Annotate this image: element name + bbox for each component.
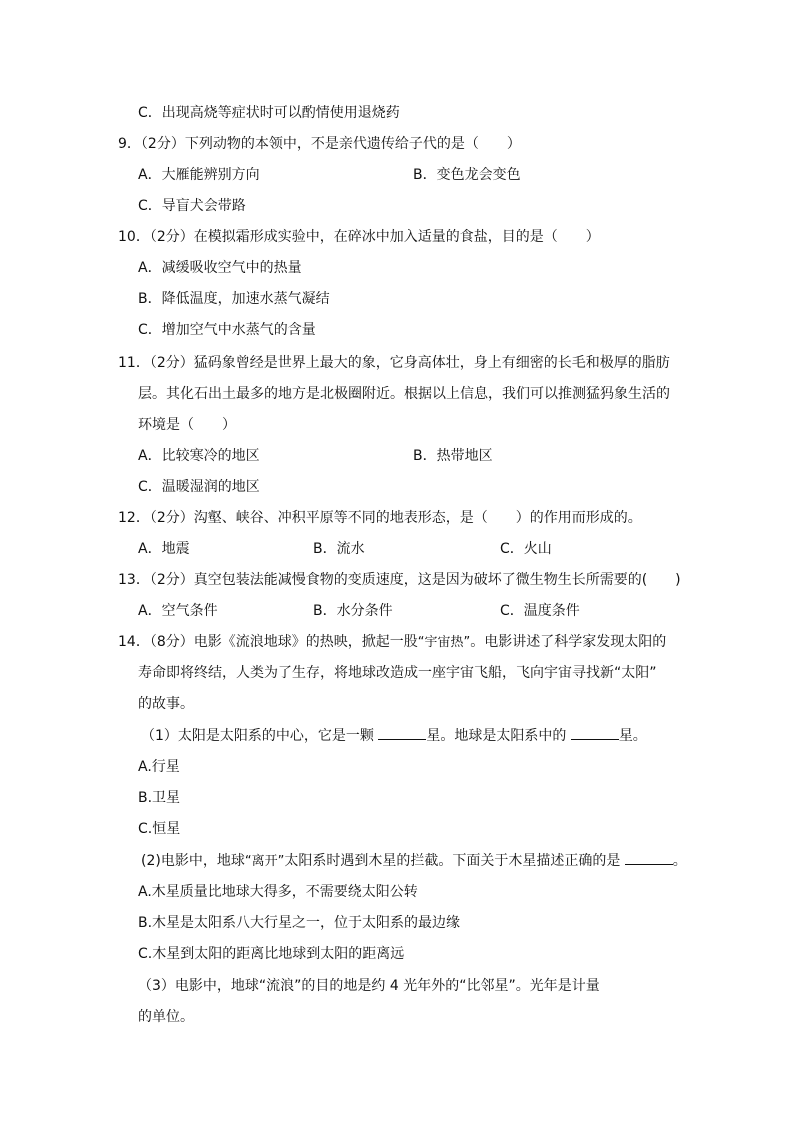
q12-option-b: B．流水: [313, 541, 365, 557]
q14-quoted-term: “宇宙热”: [417, 635, 471, 650]
q9-option-a: A．大雁能辨别方向: [138, 167, 260, 183]
q14-stem-line1-start: 14．（8分）电影《流浪地球》的热映，掀起一股: [118, 634, 418, 650]
q14-sub1-option-b: B.卫星: [138, 790, 181, 806]
q8-option-c: C．出现高烧等症状时可以酌情使用退烧药: [138, 105, 400, 121]
q14-sub3-line2: 的单位。: [138, 1009, 194, 1025]
q14-sub2-stem-mid: 太阳系时遇到木星的拦截。下面关于木星描述正确的是: [284, 853, 621, 869]
q10-option-c: C．增加空气中水蒸气的含量: [138, 322, 316, 338]
q14-stem-line1: [118, 633, 666, 652]
q13-option-a: A．空气条件: [138, 603, 218, 619]
q9-option-b: B．变色龙会变色: [413, 167, 521, 183]
q14-stem-line3: 的故事。: [138, 696, 194, 712]
q14-sub2-stem-start: (2)电影中，地球: [141, 853, 245, 869]
q11-stem-line2: 层。其化石出土最多的地方是北极圈附近。根据以上信息，我们可以推测猛犸象生活的: [138, 386, 670, 402]
q14-sub2-quoted-term: “离开”: [244, 854, 285, 869]
q10-option-a: A．减缓吸收空气中的热量: [138, 260, 302, 276]
q14-sub1-blank-1[interactable]: [378, 727, 426, 740]
q14-sub2-option-b: B.木星是太阳系八大行星之一，位于太阳系的最边缘: [138, 915, 461, 931]
q11-option-c: C．温暖湿润的地区: [138, 479, 260, 495]
q14-stem-line1-end: 。电影讲述了科学家发现太阳的: [470, 634, 667, 650]
q14-sub1-stem: [141, 727, 647, 745]
q10-stem: 10．（2分）在模拟霜形成实验中，在碎冰中加入适量的食盐，目的是（ ）: [118, 229, 600, 245]
q13-stem: 13．（2分）真空包装法能减慢食物的变质速度，这是因为破坏了微生物生长所需要的( ): [118, 572, 681, 588]
q14-sub2-stem: [141, 852, 687, 871]
q14-sub2-option-c: C.木星到太阳的距离比地球到太阳的距离远: [138, 946, 405, 962]
q11-option-a: A．比较寒冷的地区: [138, 448, 260, 464]
q13-option-b: B．水分条件: [313, 603, 393, 619]
q12-option-c: C．火山: [500, 541, 552, 557]
q13-option-c: C．温度条件: [500, 603, 580, 619]
q14-stem-line2: 寿命即将终结，人类为了生存，将地球改造成一座宇宙飞船，飞向宇宙寻找新“太阳”: [138, 665, 657, 681]
q9-stem: 9．（2分）下列动物的本领中，不是亲代遗传给子代的是（ ）: [118, 136, 521, 152]
q14-sub3-line1: （3）电影中，地球“流浪”的目的地是约 4 光年外的“比邻星”。光年是计量: [138, 978, 600, 994]
q11-stem-line1: 11．（2分）猛码象曾经是世界上最大的象，它身高体壮，身上有细密的长毛和极厚的脂肪: [118, 355, 670, 371]
q14-sub1-stem-mid: 星。地球是太阳系中的: [426, 728, 567, 744]
q14-sub2-blank[interactable]: [625, 852, 673, 865]
q14-sub1-option-c: C.恒星: [138, 821, 181, 837]
q12-option-a: A．地震: [138, 541, 190, 557]
q11-option-b: B．热带地区: [413, 448, 493, 464]
q10-option-b: B．降低温度，加速水蒸气凝结: [138, 291, 330, 307]
q14-sub1-stem-start: （1）太阳是太阳系的中心，它是一颗: [141, 728, 374, 744]
q14-sub1-blank-2[interactable]: [571, 727, 619, 740]
q9-option-c: C．导盲犬会带路: [138, 198, 246, 214]
q14-sub2-option-a: A.木星质量比地球大得多，不需要绕太阳公转: [138, 884, 418, 900]
q14-sub1-option-a: A.行星: [138, 759, 180, 775]
q11-stem-line3: 环境是（ ）: [138, 417, 236, 433]
q12-stem: 12．（2分）沟壑、峡谷、冲积平原等不同的地表形态，是（ ）的作用而形成的。: [118, 510, 642, 526]
q14-sub2-stem-end: 。: [672, 853, 687, 869]
q14-sub1-stem-end: 星。: [618, 728, 647, 744]
